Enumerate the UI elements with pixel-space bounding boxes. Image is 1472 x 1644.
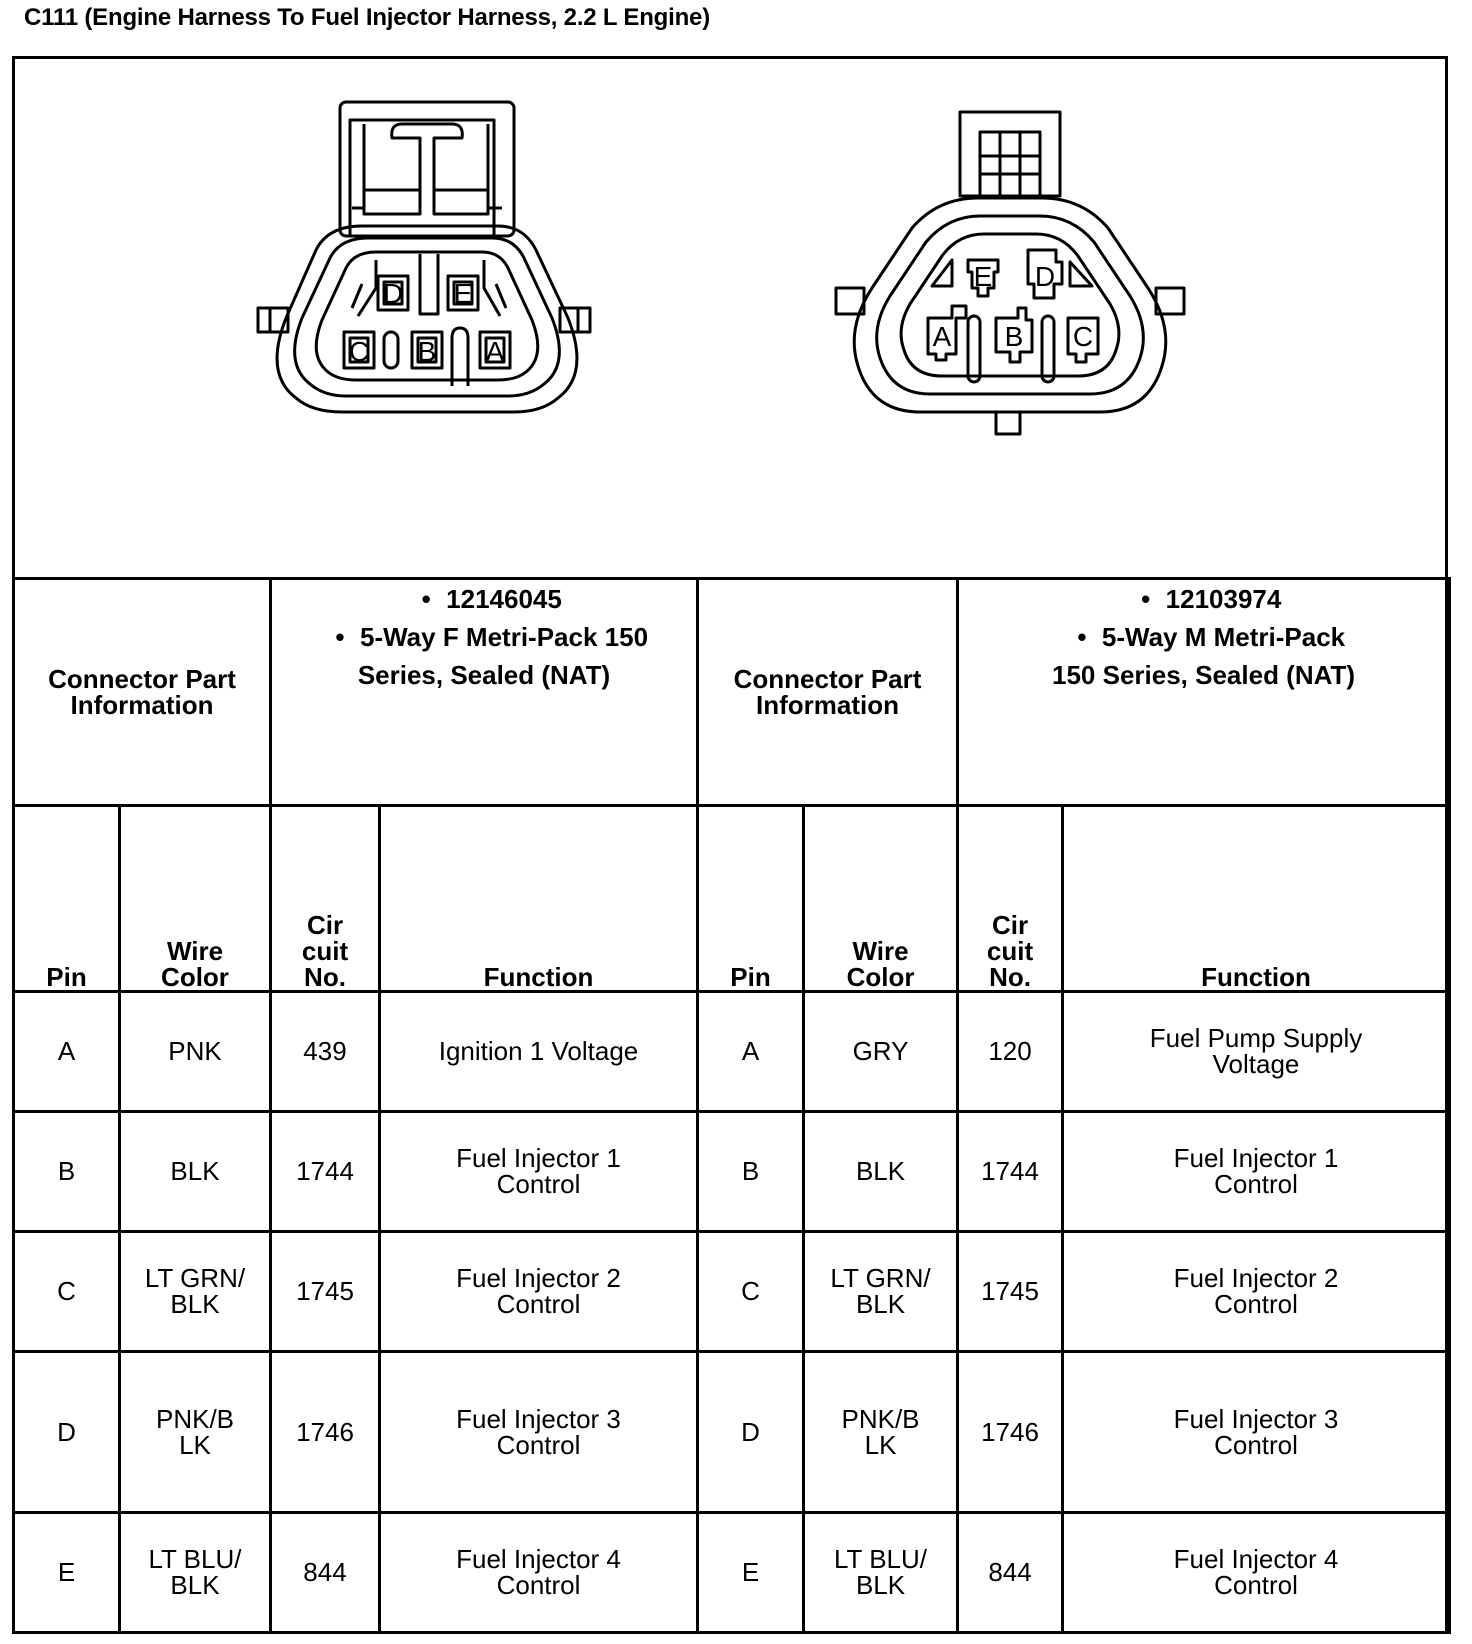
wire-color-cell: PNK/B LK (120, 1351, 271, 1512)
function-cell: Fuel Injector 4 Control (1063, 1512, 1450, 1632)
circuit-cell: 844 (271, 1512, 380, 1632)
circuit-cell: 439 (271, 991, 380, 1111)
male-pin-a-label: A (932, 321, 952, 352)
bullet: • (335, 622, 345, 652)
female-pin-d-label: D (382, 278, 404, 309)
wire-color-cell: BLK (804, 1111, 958, 1231)
function-cell: Fuel Injector 3 Control (1063, 1351, 1450, 1512)
male-pin-d-label: D (1034, 261, 1056, 292)
right-part-info (958, 579, 1450, 806)
pin-cell: A (14, 991, 120, 1111)
left-part-info (271, 579, 698, 806)
connector-diagram (12, 56, 1448, 579)
wire-color-cell: PNK (120, 991, 271, 1111)
right-part-desc-2: 150 Series, Sealed (NAT) (1052, 660, 1356, 690)
circuit-cell: 1745 (271, 1231, 380, 1351)
circuit-cell: 1745 (958, 1231, 1063, 1351)
pin-cell: E (698, 1512, 804, 1632)
wire-color-cell: LT GRN/ BLK (120, 1231, 271, 1351)
circuit-cell: 120 (958, 991, 1063, 1111)
circuit-cell: 1746 (271, 1351, 380, 1512)
col-header-circuit: Cir cuit No. (271, 806, 380, 991)
pin-cell: B (14, 1111, 120, 1231)
col-header-pin: Pin (698, 806, 804, 991)
pinout-table (12, 577, 1451, 1634)
col-header-wire-color: Wire Color (804, 806, 958, 991)
male-pin-b-label: B (1004, 321, 1024, 352)
table-row (14, 1351, 1450, 1512)
table-row (14, 991, 1450, 1111)
table-row (14, 1512, 1450, 1632)
wire-color-cell: LT BLU/ BLK (120, 1512, 271, 1632)
pin-cell: D (698, 1351, 804, 1512)
connector-info-row (14, 579, 1450, 806)
function-cell: Fuel Injector 2 Control (380, 1231, 698, 1351)
male-pin-e-label: E (973, 261, 993, 292)
bullet: • (1077, 622, 1087, 652)
function-cell: Fuel Injector 2 Control (1063, 1231, 1450, 1351)
pin-cell: D (14, 1351, 120, 1512)
wire-color-cell: GRY (804, 991, 958, 1111)
bullet: • (1141, 584, 1151, 614)
table-row (14, 1111, 1450, 1231)
wire-color-cell: BLK (120, 1111, 271, 1231)
function-cell: Fuel Injector 3 Control (380, 1351, 698, 1512)
pin-cell: C (698, 1231, 804, 1351)
connector-illustration (12, 56, 1448, 579)
col-header-function: Function (1063, 806, 1450, 991)
left-part-desc-1: 5-Way F Metri-Pack 150 (359, 622, 649, 652)
right-part-desc-1: 5-Way M Metri-Pack (1101, 622, 1346, 652)
wire-color-cell: LT BLU/ BLK (804, 1512, 958, 1632)
table-row (14, 1231, 1450, 1351)
female-pin-c-label: C (348, 336, 370, 367)
bullet: • (421, 584, 431, 614)
female-pin-b-label: B (417, 336, 437, 367)
circuit-cell: 1744 (271, 1111, 380, 1231)
left-part-desc-2: Series, Sealed (NAT) (357, 660, 611, 690)
pin-cell: B (698, 1111, 804, 1231)
left-part-number: 12146045 (446, 584, 562, 614)
right-part-number: 12103974 (1165, 584, 1282, 614)
col-header-circuit: Cir cuit No. (958, 806, 1063, 991)
page-title: C111 (Engine Harness To Fuel Injector Harness, 2.2 L Engine) (24, 4, 710, 31)
male-pin-c-label: C (1072, 321, 1094, 352)
col-header-wire-color: Wire Color (120, 806, 271, 991)
circuit-cell: 844 (958, 1512, 1063, 1632)
female-pin-a-label: A (485, 336, 505, 367)
circuit-cell: 1744 (958, 1111, 1063, 1231)
function-cell: Fuel Injector 4 Control (380, 1512, 698, 1632)
left-info-label: Connector Part Information (14, 579, 271, 806)
female-pin-e-label: E (453, 278, 473, 309)
function-cell: Fuel Pump Supply Voltage (1063, 991, 1450, 1111)
pin-cell: A (698, 991, 804, 1111)
pin-cell: C (14, 1231, 120, 1351)
header-row (14, 806, 1450, 991)
col-header-pin: Pin (14, 806, 120, 991)
right-info-label: Connector Part Information (698, 579, 958, 806)
col-header-function: Function (380, 806, 698, 991)
pin-cell: E (14, 1512, 120, 1632)
circuit-cell: 1746 (958, 1351, 1063, 1512)
function-cell: Fuel Injector 1 Control (1063, 1111, 1450, 1231)
wire-color-cell: LT GRN/ BLK (804, 1231, 958, 1351)
male-connector-drawing (836, 112, 1184, 434)
wire-color-cell: PNK/B LK (804, 1351, 958, 1512)
function-cell: Fuel Injector 1 Control (380, 1111, 698, 1231)
function-cell: Ignition 1 Voltage (380, 991, 698, 1111)
